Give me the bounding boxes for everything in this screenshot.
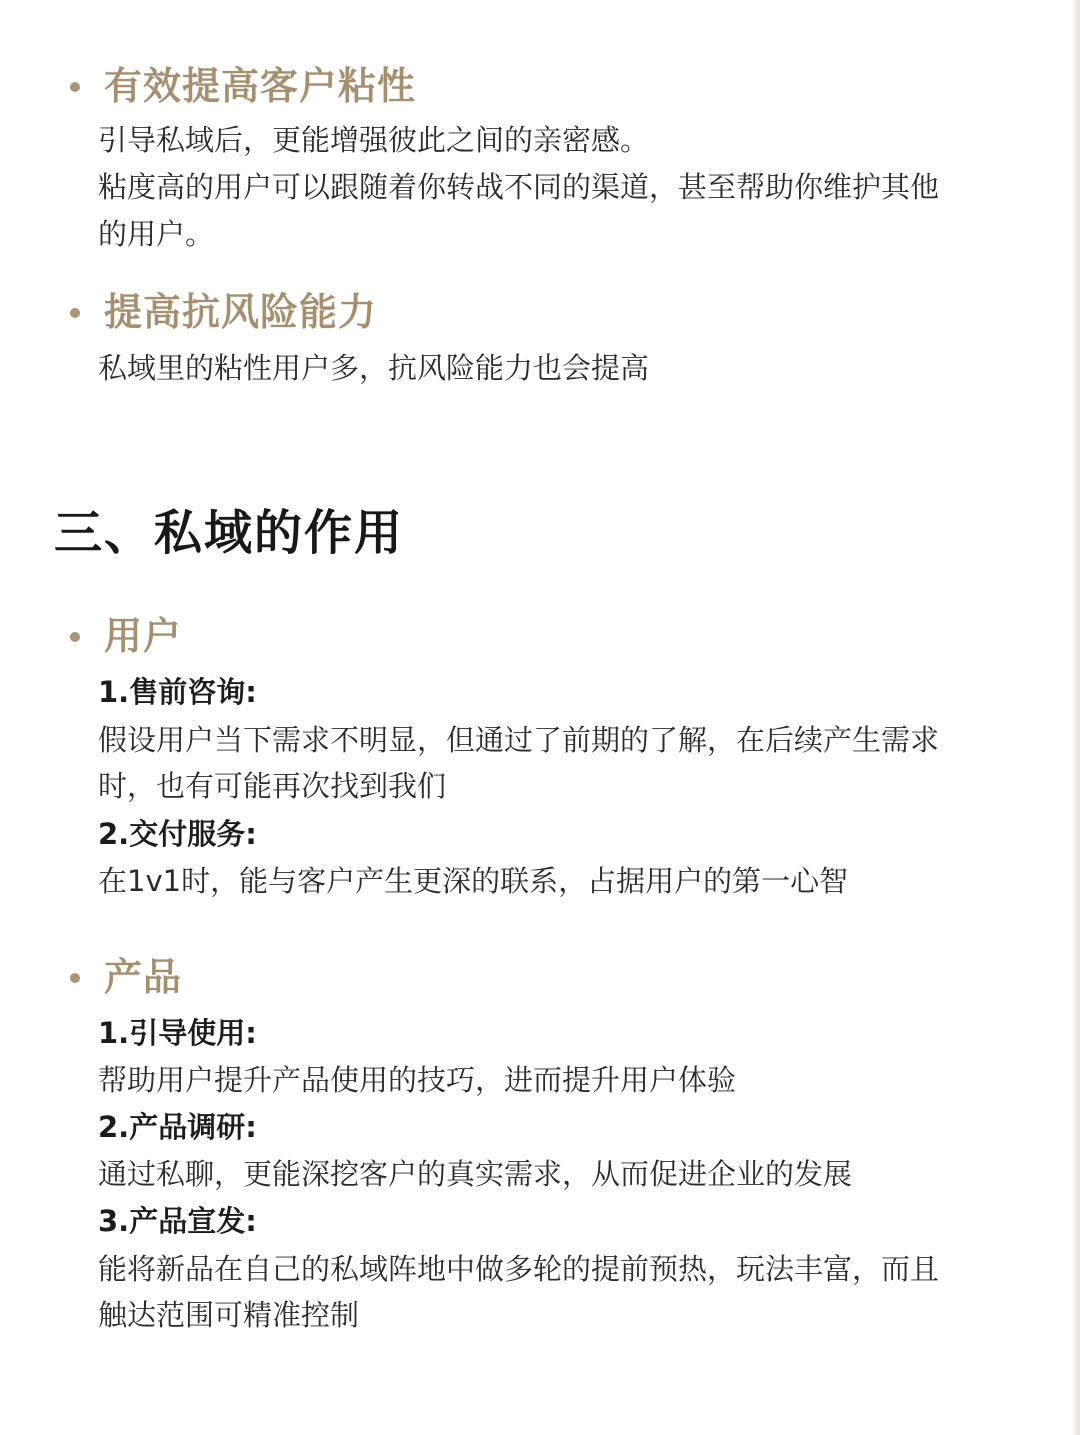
stickiness-line-3: 的用户。: [98, 217, 215, 251]
user-item-1-line-2: 时，也有可能再次找到我们: [98, 769, 447, 803]
user-item-1-label: 1.售前咨询:: [98, 675, 257, 709]
bullet-dot-icon: [70, 82, 80, 92]
bullet-stickiness: [70, 66, 416, 108]
bullet-title-stickiness: 有效提高客户粘性: [104, 64, 417, 108]
page-right-edge: [1074, 0, 1080, 1435]
bullet-risk: [70, 292, 377, 334]
bullet-product: [70, 957, 182, 999]
product-item-3-line-1: 能将新品在自己的私域阵地中做多轮的提前预热，玩法丰富，而且: [98, 1252, 940, 1286]
product-item-1-line-1: 帮助用户提升产品使用的技巧，进而提升用户体验: [98, 1063, 737, 1097]
bullet-user: [70, 616, 182, 658]
bullet-dot-icon: [70, 632, 80, 642]
user-item-2-line-1: 在1v1时，能与客户产生更深的联系，占据用户的第一心智: [98, 864, 849, 898]
bullet-title-product: 产品: [104, 955, 183, 999]
bullet-dot-icon: [70, 308, 80, 318]
stickiness-line-2: 粘度高的用户可以跟随着你转战不同的渠道，甚至帮助你维护其他: [98, 170, 940, 204]
section-heading: 三、私域的作用: [54, 505, 405, 561]
bullet-title-user: 用户: [104, 614, 183, 658]
bullet-title-risk: 提高抗风险能力: [104, 290, 378, 334]
bullet-dot-icon: [70, 973, 80, 983]
user-item-2-label: 2.交付服务:: [98, 817, 257, 851]
user-item-1-line-1: 假设用户当下需求不明显，但通过了前期的了解，在后续产生需求: [98, 723, 940, 757]
product-item-1-label: 1.引导使用:: [98, 1016, 257, 1050]
product-item-2-line-1: 通过私聊，更能深挖客户的真实需求，从而促进企业的发展: [98, 1157, 853, 1191]
risk-line-1: 私域里的粘性用户多，抗风险能力也会提高: [98, 351, 650, 385]
product-item-3-label: 3.产品宣发:: [98, 1204, 257, 1238]
product-item-3-line-2: 触达范围可精准控制: [98, 1298, 360, 1332]
stickiness-line-1: 引导私域后，更能增强彼此之间的亲密感。: [98, 123, 650, 157]
product-item-2-label: 2.产品调研:: [98, 1110, 257, 1144]
